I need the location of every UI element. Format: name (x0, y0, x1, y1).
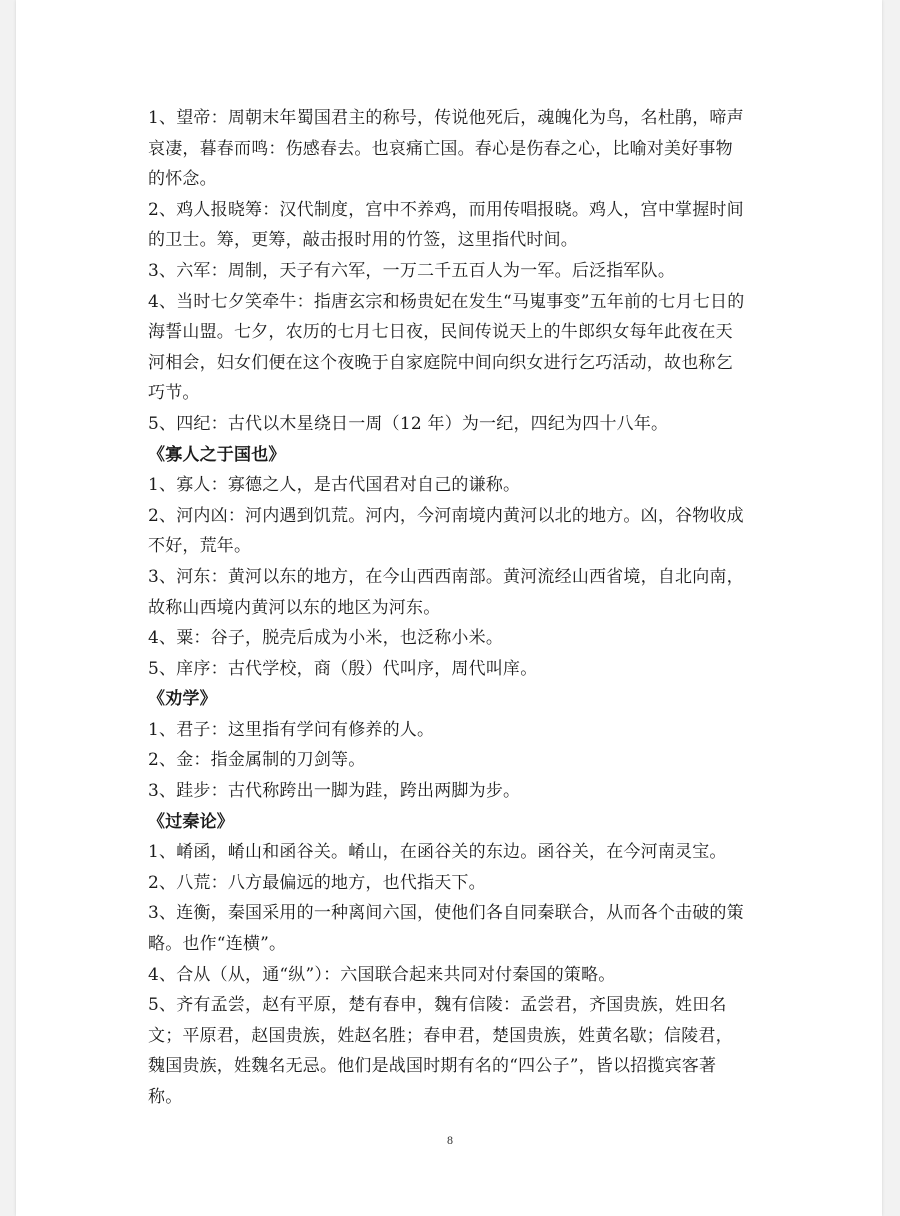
section-heading (148, 440, 768, 471)
entry-line: 2、河内凶：河内遇到饥荒。河内，今河南境内黄河以北的地方。凶，谷物收成 (148, 505, 744, 526)
note-entry (148, 898, 768, 959)
entry-line: 5、四纪：古代以木星绕日一周（12 年）为一纪，四纪为四十八年。 (148, 413, 669, 434)
note-entry (148, 195, 768, 256)
entry-line: 1、寡人：寡德之人，是古代国君对自己的谦称。 (148, 475, 521, 496)
section-heading (148, 807, 768, 838)
note-entry (148, 990, 768, 1112)
note-entry (148, 470, 768, 501)
entry-line: 1、望帝：周朝末年蜀国君主的称号，传说他死后，魂魄化为鸟，名杜鹃，啼声 (148, 108, 744, 128)
section-heading (148, 684, 768, 715)
entry-line: 4、合从（从，通“纵”）：六国联合起来共同对付秦国的策略。 (148, 964, 616, 985)
note-entry (148, 776, 768, 807)
note-entry (148, 654, 768, 685)
note-entry (148, 287, 768, 409)
note-entry (148, 103, 768, 195)
entry-line: 5、庠序：古代学校，商（殷）代叫序，周代叫庠。 (148, 658, 538, 679)
entry-line: 3、河东：黄河以东的地方，在今山西西南部。黄河流经山西省境，自北向南， (148, 566, 744, 587)
heading-text: 《寡人之于国也》 (148, 444, 286, 465)
entry-line: 略。也作“连横”。 (148, 934, 287, 955)
note-entry (148, 960, 768, 991)
note-entry (148, 715, 768, 746)
entry-line: 3、连衡，秦国采用的一种离间六国，使他们各自同秦联合，从而各个击破的策 (148, 903, 744, 924)
entry-line: 魏国贵族，姓魏名无忌。他们是战国时期有名的“四公子”，皆以招揽宾客著 (148, 1056, 717, 1077)
entry-line: 5、齐有孟尝，赵有平原，楚有春申，魏有信陵：孟尝君，齐国贵族，姓田名 (148, 995, 727, 1016)
entry-line: 海誓山盟。七夕，农历的七月七日夜，民间传说天上的牛郎织女每年此夜在天 (148, 322, 733, 343)
entry-line: 4、粟：谷子，脱壳后成为小米，也泛称小米。 (148, 628, 504, 649)
entry-line: 3、六军：周制，天子有六军，一万二千五百人为一军。后泛指军队。 (148, 260, 676, 281)
note-entry (148, 562, 768, 623)
entry-line: 巧节。 (148, 383, 200, 404)
entry-line: 3、跬步：古代称跨出一脚为跬，跨出两脚为步。 (148, 781, 521, 802)
entry-line: 不好，荒年。 (148, 536, 252, 557)
page-content (148, 103, 768, 1113)
entry-line: 2、金：指金属制的刀剑等。 (148, 750, 366, 771)
heading-text: 《过秦论》 (148, 811, 234, 832)
note-entry (148, 837, 768, 868)
entry-line: 2、鸡人报晓筹：汉代制度，宫中不养鸡，而用传唱报晓。鸡人，宫中掌握时间 (148, 199, 744, 220)
entry-line: 1、崤函，崤山和函谷关。崤山，在函谷关的东边。函谷关，在今河南灵宝。 (148, 842, 727, 863)
note-entry (148, 868, 768, 899)
entry-line: 1、君子：这里指有学问有修养的人。 (148, 719, 435, 740)
note-entry (148, 256, 768, 287)
entry-line: 的怀念。 (148, 169, 217, 190)
note-entry (148, 409, 768, 440)
entry-line: 河相会，妇女们便在这个夜晚于自家庭院中间向织女进行乞巧活动，故也称乞 (148, 352, 733, 373)
entry-line: 哀凄，暮春而鸣：伤感春去。也哀痛亡国。春心是伤春之心，比喻对美好事物 (148, 138, 733, 159)
entry-line: 2、八荒：八方最偏远的地方，也代指天下。 (148, 872, 486, 893)
note-entry (148, 501, 768, 562)
document-page (16, 0, 882, 1216)
note-entry (148, 745, 768, 776)
entry-line: 4、当时七夕笑牵牛：指唐玄宗和杨贵妃在发生“马嵬事变”五年前的七月七日的 (148, 291, 745, 312)
heading-text: 《劝学》 (148, 689, 217, 710)
note-entry (148, 623, 768, 654)
entry-line: 的卫士。筹，更筹，敲击报时用的竹签，这里指代时间。 (148, 230, 578, 251)
entry-line: 故称山西境内黄河以东的地区为河东。 (148, 597, 441, 618)
page-number: 8 (447, 1133, 453, 1147)
entry-line: 文；平原君，赵国贵族，姓赵名胜；春申君，楚国贵族，姓黄名歇；信陵君， (148, 1025, 733, 1046)
entry-line: 称。 (148, 1087, 183, 1107)
